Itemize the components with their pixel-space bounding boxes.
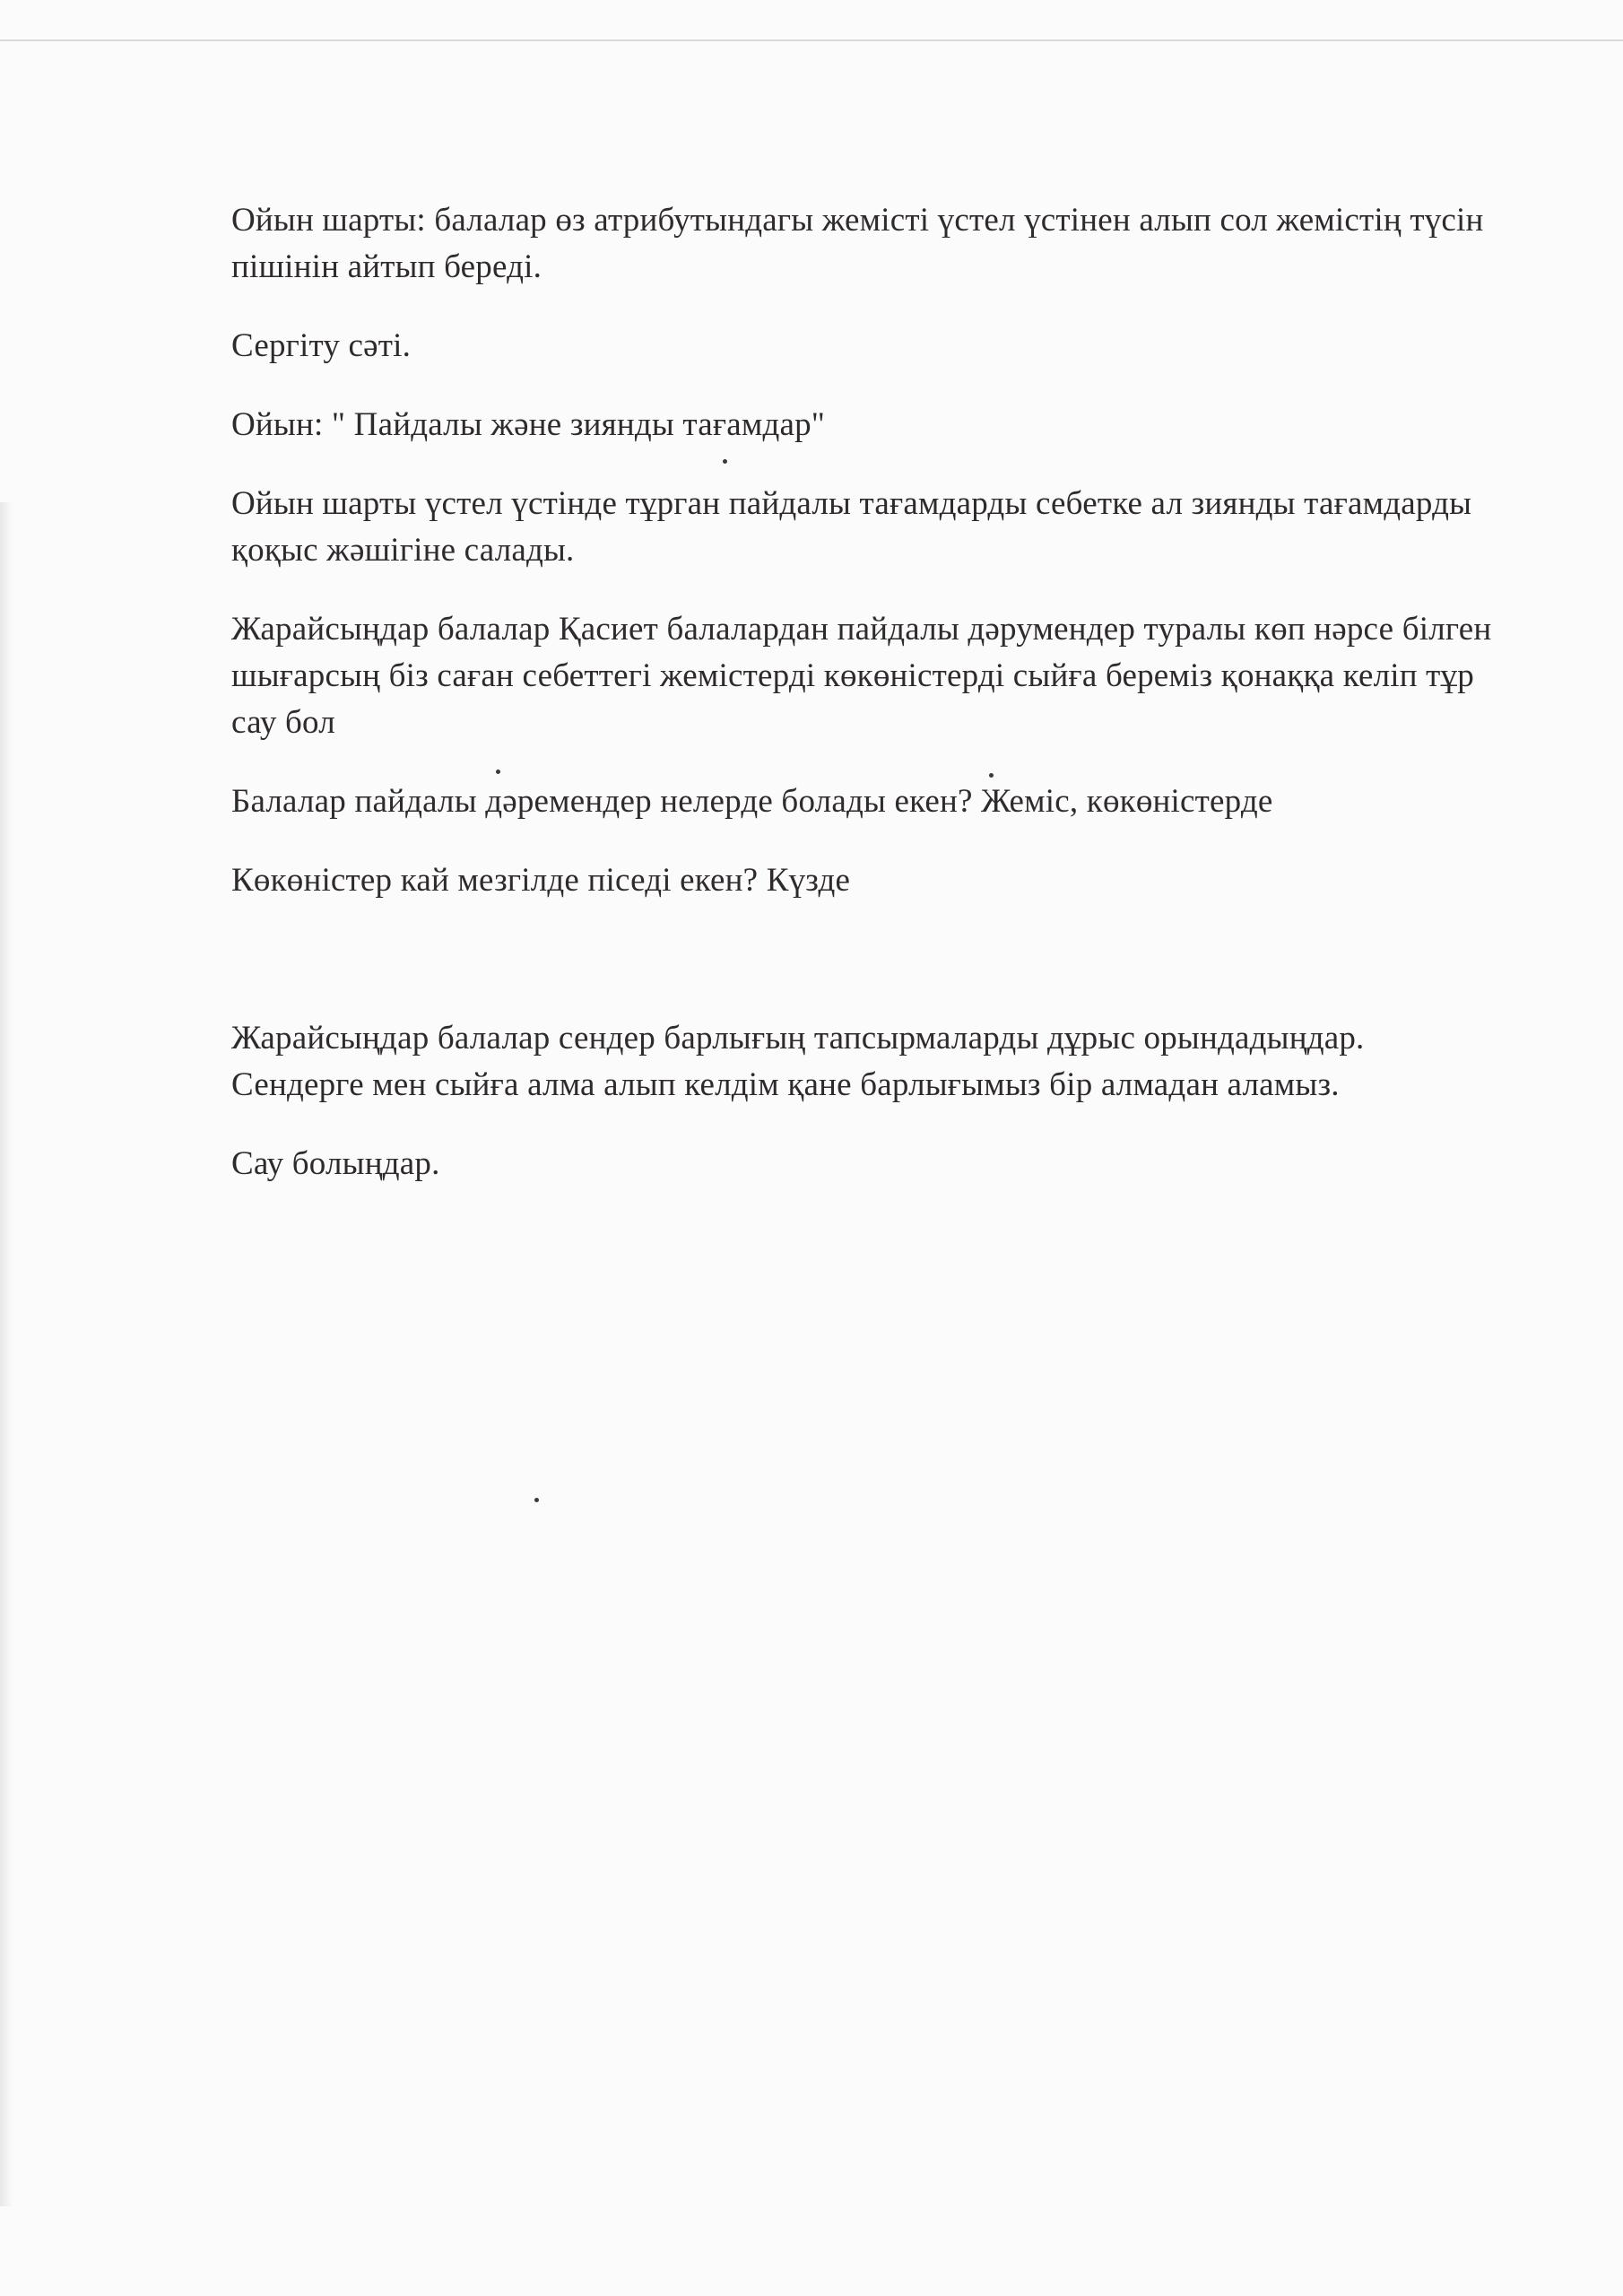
paragraph-question-season: Көкөністер кай мезгілде піседі екен? Күзде — [231, 862, 851, 899]
paragraph-gap — [231, 936, 1505, 1015]
scan-speck — [534, 1498, 539, 1502]
paragraph-question-vitamins: Балалар пайдалы дәремендер нелерде болады екен? Жеміс, көкөністерде — [231, 783, 1273, 820]
paragraph-game-rules-fruit: Ойын шарты: балалар өз атрибутындагы жемісті үстел үстінен алып сол жемістің түсін пішінін айтып береді. — [231, 202, 1484, 285]
paragraph-game-title: Ойын: " Пайдалы және зиянды тағамдар" — [231, 406, 826, 443]
paragraph-closing-praise: Жарайсыңдар балалар сендер барлығың тапсырмаларды дұрыс орындадыңдар. Сендерге мен сыйға алма алып келдім қане барлығымыз бір алмадан аламыз. — [231, 1020, 1365, 1103]
scan-left-shadow — [0, 502, 13, 2206]
scan-top-edge — [0, 39, 1623, 41]
paragraph-farewell: Сау болыңдар. — [231, 1145, 440, 1182]
document-body — [231, 197, 1505, 1220]
paragraph-refresh-moment: Сергіту сәті. — [231, 327, 412, 364]
paragraph-game-rules-food: Ойын шарты үстел үстінде тұрган пайдалы тағамдарды себетке ал зиянды тағамдарды қоқыс жәшігіне салады. — [231, 485, 1472, 569]
paragraph-praise-gift: Жарайсыңдар балалар Қасиет балалардан пайдалы дәрумендер туралы көп нәрсе білген шығарсың біз саған себеттегі жемістерді көкөністерді сыйға береміз қонаққа келіп тұр сау бол — [231, 611, 1492, 741]
